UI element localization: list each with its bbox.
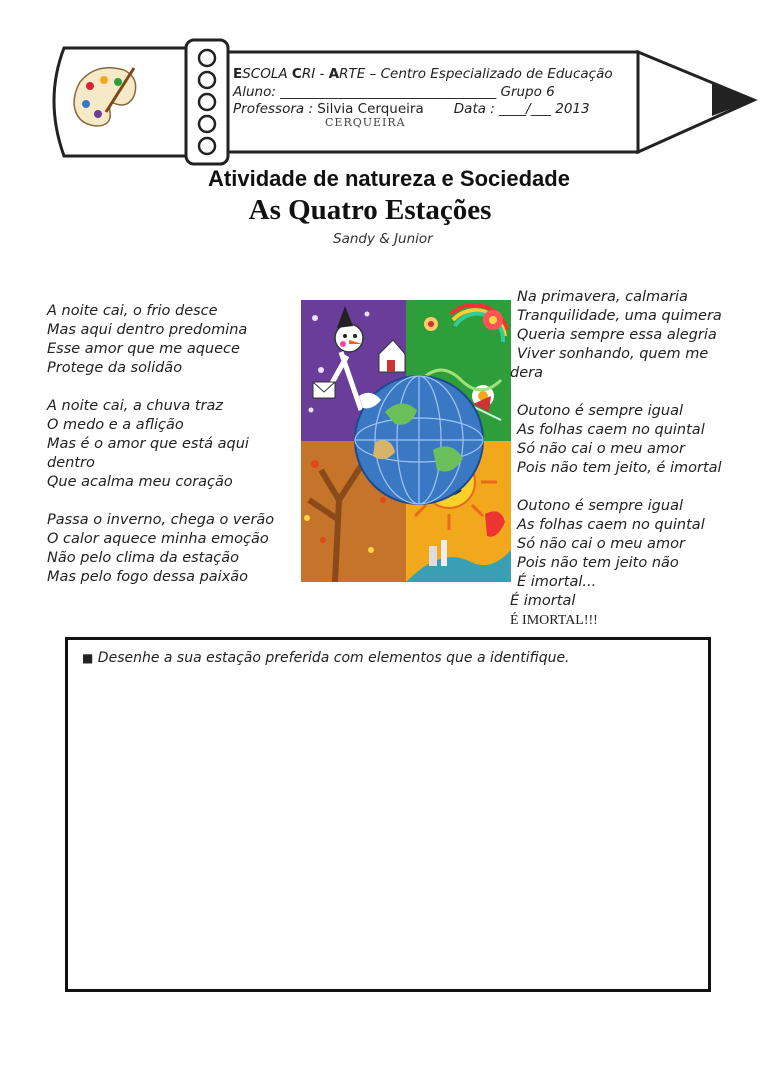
song-author: Sandy & Junior bbox=[333, 231, 433, 247]
lyric-line bbox=[510, 478, 750, 497]
lyric-line: A noite cai, a chuva traz bbox=[47, 398, 224, 414]
lyric-line: Esse amor que me aquece bbox=[47, 341, 240, 357]
lyric-line: O calor aquece minha emoção bbox=[47, 531, 269, 547]
lyric-line: Tranquilidade, uma quimera bbox=[517, 308, 722, 324]
lyric-line: Viver sonhando, quem me bbox=[517, 346, 709, 362]
lyric-line: Passa o inverno, chega o verão bbox=[47, 512, 275, 528]
lyric-line: É imortal... bbox=[517, 574, 597, 590]
lyric-line: Pois não tem jeito, é imortal bbox=[517, 460, 722, 476]
bullet-icon: ■ bbox=[82, 651, 94, 665]
lyric-line: dera bbox=[510, 365, 543, 381]
lyric-line: As folhas caem no quintal bbox=[517, 517, 705, 533]
left-lyrics bbox=[47, 302, 307, 587]
student-line[interactable]: Aluno: ________________________________ Grupo 6 bbox=[233, 83, 555, 100]
lyric-line: Outono é sempre igual bbox=[517, 498, 683, 514]
lyric-line: Mas aqui dentro predomina bbox=[47, 322, 248, 338]
subject-title: Atividade de natureza e Sociedade bbox=[208, 166, 570, 191]
teacher-line: Professora : Silvia Cerqueira Data : ____/___ 2013 bbox=[233, 101, 590, 117]
song-title: As Quatro Estações bbox=[248, 194, 492, 226]
lyric-line: A noite cai, o frio desce bbox=[47, 303, 218, 319]
header-info bbox=[233, 66, 613, 119]
school-name: ESCOLA CRI - ARTE – Centro Especializado de Educação bbox=[233, 66, 613, 82]
lyric-line: Só não cai o meu amor bbox=[517, 441, 685, 457]
lyric-line: O medo e a aflição bbox=[47, 417, 184, 433]
lyric-line bbox=[47, 378, 307, 397]
lyric-line: Só não cai o meu amor bbox=[517, 536, 685, 552]
lyric-line: Na primavera, calmaria bbox=[517, 289, 688, 305]
lyric-line: Que acalma meu coração bbox=[47, 474, 233, 490]
lyric-line bbox=[510, 383, 750, 402]
date-field[interactable]: Data : ____/___ 2013 bbox=[453, 101, 590, 117]
lyric-line: Protege da solidão bbox=[47, 360, 183, 376]
lyric-line: Mas é o amor que está aqui bbox=[47, 436, 249, 452]
lyric-line: Pois não tem jeito não bbox=[517, 555, 679, 571]
right-lyrics bbox=[510, 288, 750, 630]
lyric-line: Não pelo clima da estação bbox=[47, 550, 239, 566]
lyric-line: É imortal bbox=[510, 593, 576, 609]
lyric-line: É IMORTAL!!! bbox=[510, 613, 598, 628]
lyric-line bbox=[47, 492, 307, 511]
drawing-area[interactable] bbox=[65, 637, 711, 992]
lyric-line: Queria sempre essa alegria bbox=[517, 327, 717, 343]
drawing-instruction: ■ Desenhe a sua estação preferida com elementos que a identifique. bbox=[82, 650, 570, 666]
lyric-line: Outono é sempre igual bbox=[517, 403, 683, 419]
ghost-text: CERQUEIRA bbox=[325, 116, 406, 129]
lyric-line: Mas pelo fogo dessa paixão bbox=[47, 569, 249, 585]
lyric-line: dentro bbox=[47, 455, 95, 471]
four-seasons-illustration bbox=[301, 300, 511, 582]
lyric-line: As folhas caem no quintal bbox=[517, 422, 705, 438]
